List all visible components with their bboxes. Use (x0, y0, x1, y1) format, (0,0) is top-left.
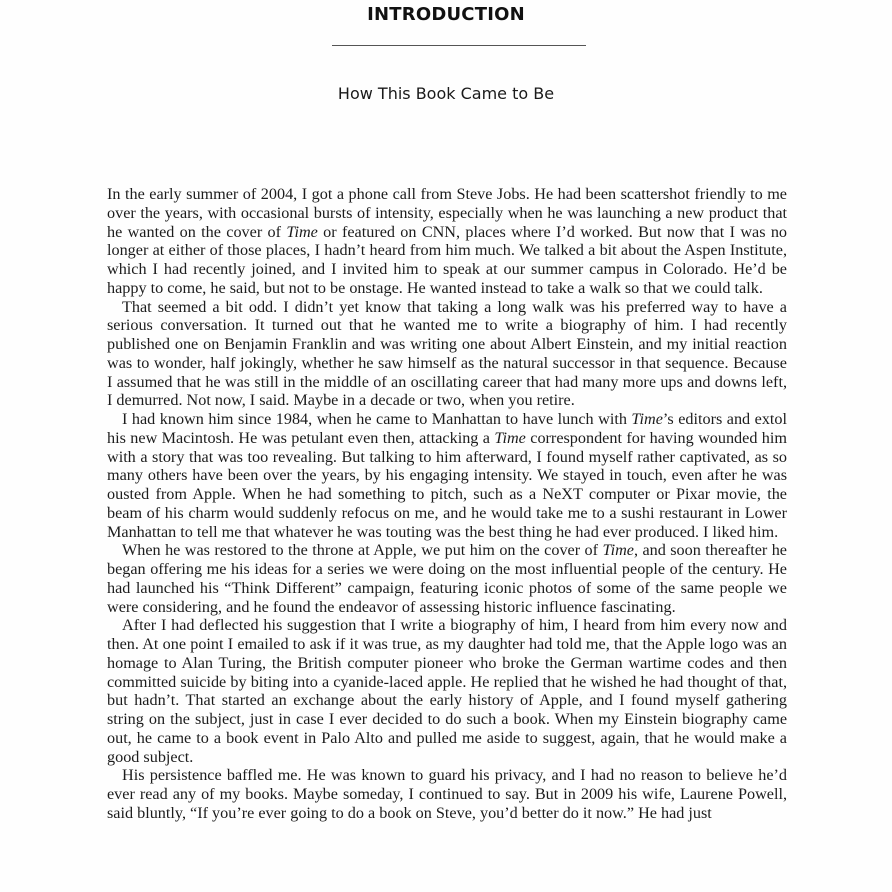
text-run: I had known him since 1984, when he came to Manhattan to have lunch with (122, 410, 632, 428)
text-run: His persistence baffled me. He was known to guard his privacy, and I had no reason to believe he’d ever read any of my books. Maybe someday, I continued to say. But in 2009 his wife, Laurene Powell, said bluntly, “If you’re ever going to do a book on Steve, you’d better do it now.” He had just (107, 766, 787, 822)
text-run: In the early summer of 2004, I got a phone call from Steve Jobs. He had been scattershot friendly to me over the years, with occasional bursts of intensity, especially when he was launching a new product that he wanted on the cover of (107, 185, 787, 241)
chapter-subtitle: How This Book Came to Be (337, 84, 555, 103)
paragraph (107, 766, 787, 822)
paragraph (107, 541, 787, 616)
italic-title: Time (631, 410, 663, 428)
italic-title: Time (286, 222, 318, 241)
text-run: When he was restored to the throne at Apple, we put him on the cover of (122, 541, 603, 560)
text-run: ’s editors and extol his new Macintosh. He was petulant even then, attacking a (107, 410, 788, 447)
text-run: That seemed a bit odd. I didn’t yet know that taking a long walk was his preferred way to have a serious conversation. It turned out that he wanted me to write a biography of him. I had recently published one on Benjamin Franklin and was writing one about Albert Einstein, and my initial reaction was to wonder, half jokingly, whether he saw himself as the natural successor in that sequence. Because I assumed that he was still in the middle of an oscillating career that had many more ups and downs left, I demurred. Not now, I said. Maybe in a decade or two, when you retire. (107, 297, 787, 410)
paragraph (107, 616, 787, 766)
text-run: After I had deflected his suggestion that I write a biography of him, I heard from him every now and then. At one point I emailed to ask if it was true, as my daughter had told me, that the Apple logo was an homage to Alan Turing, the British computer pioneer who broke the German wartime codes and then committed suicide by biting into a cyanide-laced apple. He replied that he wished he had thought of that, but hadn’t. That started an exchange about the early history of Apple, and I found myself gathering string on the subject, just in case I ever decided to do such a book. When my Einstein biography came out, he came to a book event in Palo Alto and pulled me aside to suggest, again, that he would make a good subject. (107, 616, 787, 766)
body-text (107, 185, 787, 823)
italic-title: Time (494, 428, 526, 447)
text-run: , and soon thereafter he began offering me his ideas for a series we were doing on the most influential people of the century. He had launched his “Think Different” campaign, featuring iconic photos of some of the same people we were considering, and he found the endeavor of assessing historic influence fascinating. (107, 541, 787, 616)
paragraph (107, 185, 787, 298)
title-divider (332, 45, 586, 46)
italic-title: Time (602, 541, 634, 560)
paragraph (107, 298, 787, 411)
chapter-title: INTRODUCTION (367, 4, 525, 25)
paragraph (107, 410, 787, 541)
text-run: or featured on CNN, places where I’d worked. But now that I was no longer at either of those places, I hadn’t heard from him much. We talked a bit about the Aspen Institute, which I had recently joined, and I invited him to speak at our summer campus in Colorado. He’d be happy to come, he said, but not to be onstage. He wanted instead to take a walk so that we could talk. (107, 222, 788, 297)
text-run: correspondent for having wounded him with a story that was too revealing. But talking to him afterward, I found myself rather captivated, as so many others have been over the years, by his engaging intensity. We stayed in touch, even after he was ousted from Apple. When he had something to pitch, such as a NeXT computer or Pixar movie, the beam of his charm would suddenly refocus on me, and he would take me to a sushi restaurant in Lower Manhattan to tell me that whatever he was touting was the best thing he had ever produced. I liked him. (107, 428, 787, 541)
